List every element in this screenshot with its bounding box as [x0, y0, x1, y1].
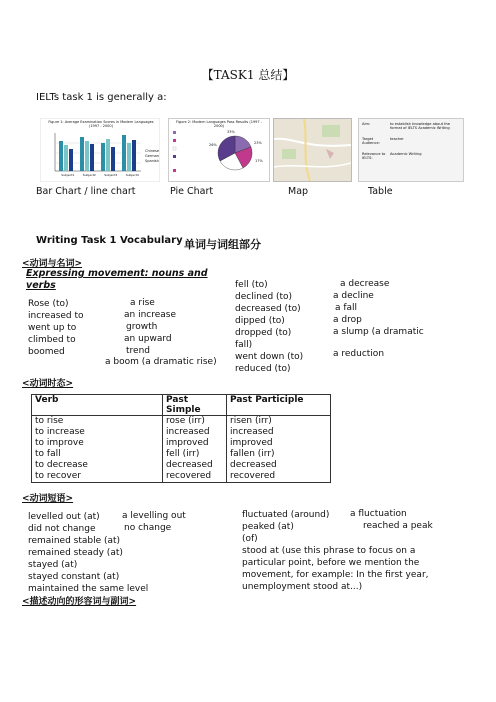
bar-thumb-title: Figure 1: Average Examination Scores in Modern Languages (1997 - 2000)	[48, 120, 154, 128]
bar-thumb-svg	[41, 119, 159, 181]
noun-increase: an increase	[124, 310, 177, 320]
past-simple-column: rose (irr) increased improved fell (irr) decreased recovered	[163, 416, 227, 483]
map-thumb-svg	[274, 119, 351, 181]
left-verb: went up to	[28, 323, 77, 333]
left-verb: boomed	[28, 347, 65, 357]
section-tenses: <动词时态>	[22, 379, 74, 389]
phrase-left: maintained the same level	[28, 584, 149, 594]
thumb-table-key-3: Relevance to IELTS:	[362, 151, 386, 161]
thumb-table-val-3: Academic Writing	[390, 151, 422, 156]
phrase-right: (of)	[242, 534, 258, 544]
pie-label-2: 23%	[254, 141, 262, 145]
pie-label-1: 33%	[227, 130, 235, 134]
thumb-bar	[132, 140, 136, 171]
bar-chart-thumbnail	[40, 118, 160, 182]
noun-slump: a slump (a dramatic	[333, 327, 424, 337]
phrase-right: stood at (use this phrase to focus on a	[242, 546, 416, 556]
expressing-movement-heading: Expressing movement: nouns and verbs	[26, 268, 208, 291]
thumb-bar	[80, 137, 84, 171]
noun-decrease: a decrease	[340, 279, 390, 289]
header-past-simple: Past Simple	[163, 395, 227, 416]
thumb-bar	[85, 141, 89, 171]
phrase-left: remained steady (at)	[28, 548, 123, 558]
thumb-table-val-2: teacher	[390, 136, 404, 141]
thumb-bar	[64, 145, 68, 171]
bar-cat-4: Subject4	[125, 173, 139, 177]
noun-decline: a decline	[333, 291, 374, 301]
phrase-left: did not change	[28, 524, 96, 534]
noun-growth: growth	[126, 322, 158, 332]
bar-legend-1: Chinese	[145, 149, 159, 153]
thumb-bar	[106, 139, 110, 171]
past-participle-column: risen (irr) increased improved fallen (irr) decreased recovered	[227, 416, 331, 483]
left-verb: Rose (to)	[28, 299, 69, 309]
bar-cat-3: Subject3	[104, 173, 118, 177]
noun-upward: an upward	[124, 334, 172, 344]
caption-pie: Pie Chart	[170, 186, 214, 197]
noun-trend: trend	[126, 346, 150, 356]
bar-cat-2: Subject2	[82, 173, 96, 177]
section-adjectives: <描述动向的形容词与副词>	[22, 597, 137, 607]
header-past-participle: Past Participle	[227, 395, 331, 416]
phrase-left: levelled out (at)	[28, 512, 100, 522]
section-phrases: <动词短语>	[22, 494, 74, 504]
right-verb: went down (to)	[235, 352, 304, 362]
thumb-bar	[111, 147, 115, 171]
right-verb: decreased (to)	[235, 304, 301, 314]
thumb-table-key-1: Aim:	[362, 122, 371, 126]
vocab-title-cn: 单词与词组部分	[184, 238, 261, 251]
phrase-left: remained stable (at)	[28, 536, 121, 546]
phrase-right: peaked (at)	[242, 522, 294, 532]
caption-bar: Bar Chart / line chart	[36, 186, 136, 197]
map-thumbnail	[273, 118, 352, 182]
thumb-table-val-1: to establish knowledge about the format of IELTS Academic Writing	[390, 122, 451, 131]
page-title: 【TASK1 总结】	[201, 68, 295, 82]
phrase-left: stayed (at)	[28, 560, 78, 570]
right-verb: reduced (to)	[235, 364, 291, 374]
header-verb: Verb	[32, 395, 163, 416]
phrase-left: stayed constant (at)	[28, 572, 120, 582]
verb-tense-table	[31, 394, 331, 483]
bar-legend-3: Spanish	[145, 159, 159, 163]
phrase-right: particular point, before we mention the	[242, 558, 420, 568]
noun-no-change: no change	[124, 523, 172, 533]
right-verb: dipped (to)	[235, 316, 285, 326]
pie-thumb-svg	[169, 119, 269, 181]
noun-levelling-out: a levelling out	[122, 511, 186, 521]
verb-column: to rise to increase to improve to fall to decrease to recover	[32, 416, 163, 483]
caption-table: Table	[368, 186, 393, 197]
caption-map: Map	[288, 186, 309, 197]
noun-fall: a fall	[335, 303, 358, 313]
thumb-bar	[59, 141, 63, 171]
section-nouns-verbs: <动词与名词>	[22, 259, 83, 269]
right-verb: dropped (to)	[235, 328, 292, 338]
phrase-right: movement, for example: In the first year,	[242, 570, 429, 580]
noun-drop: a drop	[333, 315, 362, 325]
noun-peak: reached a peak	[363, 521, 433, 531]
thumb-bar	[90, 144, 94, 171]
noun-rise: a rise	[130, 298, 155, 308]
thumb-bar	[122, 135, 126, 171]
bar-cat-1: Subject1	[61, 173, 75, 177]
phrase-right: fluctuated (around)	[242, 510, 330, 520]
right-verb: fall)	[235, 340, 253, 350]
intro-text: IELTs task 1 is generally a:	[36, 92, 167, 103]
noun-reduction: a reduction	[333, 349, 385, 359]
pie-thumb-title: Figure 2: Modern Languages Pass Results (1997 - 2000)	[175, 120, 263, 128]
table-thumbnail	[358, 118, 464, 182]
pie-label-3: 17%	[255, 159, 263, 163]
noun-boom: a boom (a dramatic rise)	[105, 357, 217, 367]
left-verb: climbed to	[28, 335, 76, 345]
left-verb: increased to	[28, 311, 84, 321]
thumb-table-key-2: Target Audience:	[362, 136, 380, 146]
right-verb: declined (to)	[235, 292, 293, 302]
bar-legend-2: German	[145, 154, 160, 158]
right-verb: fell (to)	[235, 280, 268, 290]
thumb-bar	[101, 143, 105, 171]
phrase-right: unemployment stood at...)	[242, 582, 363, 592]
thumb-bar	[69, 149, 73, 171]
thumb-bar	[127, 143, 131, 171]
vocab-title: Writing Task 1 Vocabulary	[36, 235, 183, 246]
noun-fluctuation: a fluctuation	[350, 509, 407, 519]
pie-chart-thumbnail	[168, 118, 270, 182]
pie-label-4: 26%	[209, 143, 217, 147]
